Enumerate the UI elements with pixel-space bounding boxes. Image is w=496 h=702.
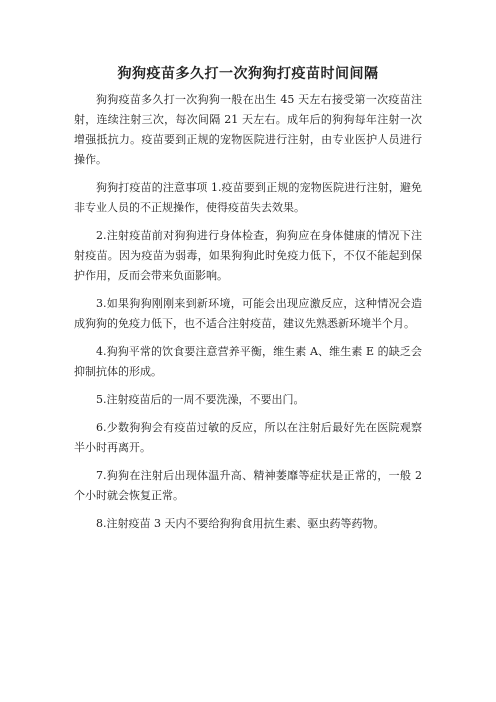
paragraph-precautions-6: 6.少数狗狗会有疫苗过敏的反应，所以在注射后最好先在医院观察半小时再离开。 [74,421,422,454]
paragraph-precautions-4: 4.狗狗平常的饮食要注意营养平衡，维生素 A、维生素 E 的缺乏会抑制抗体的形成。 [74,345,422,378]
paragraph-precautions-2: 2.注射疫苗前对狗狗进行身体检查，狗狗应在身体健康的情况下注射疫苗。因为疫苗为弱毒，如果狗狗此时免疫力低下，不仅不能起到保护作用，反而会带来负面影响。 [74,229,422,282]
paragraph-precautions-5: 5.注射疫苗后的一周不要洗澡，不要出门。 [96,393,305,406]
paragraph-precautions-7: 7.狗狗在注射后出现体温升高、精神萎靡等症状是正常的，一般 2 个小时就会恢复正常。 [74,469,422,502]
paragraph-precautions-1: 狗狗打疫苗的注意事项 1.疫苗要到正规的宠物医院进行注射，避免非专业人员的不正规操作，使得疫苗失去效果。 [74,181,422,214]
paragraph-precautions-3: 3.如果狗狗刚刚来到新环境，可能会出现应激反应，这种情况会造成狗狗的免疫力低下，也不适合注射疫苗，建议先熟悉新环境半个月。 [74,297,422,330]
paragraph-intro: 狗狗疫苗多久打一次狗狗一般在出生 45 天左右接受第一次疫苗注射，连续注射三次，每次间隔 21 天左右。成年后的狗狗每年注射一次增强抵抗力。疫苗要到正规的宠物医院进行注射，由专业医护人员进行操作。 [74,93,422,166]
paragraph-precautions-8: 8.注射疫苗 3 天内不要给狗狗食用抗生素、驱虫药等药物。 [96,517,385,530]
document-title: 狗狗疫苗多久打一次狗狗打疫苗时间间隔 [117,66,379,82]
